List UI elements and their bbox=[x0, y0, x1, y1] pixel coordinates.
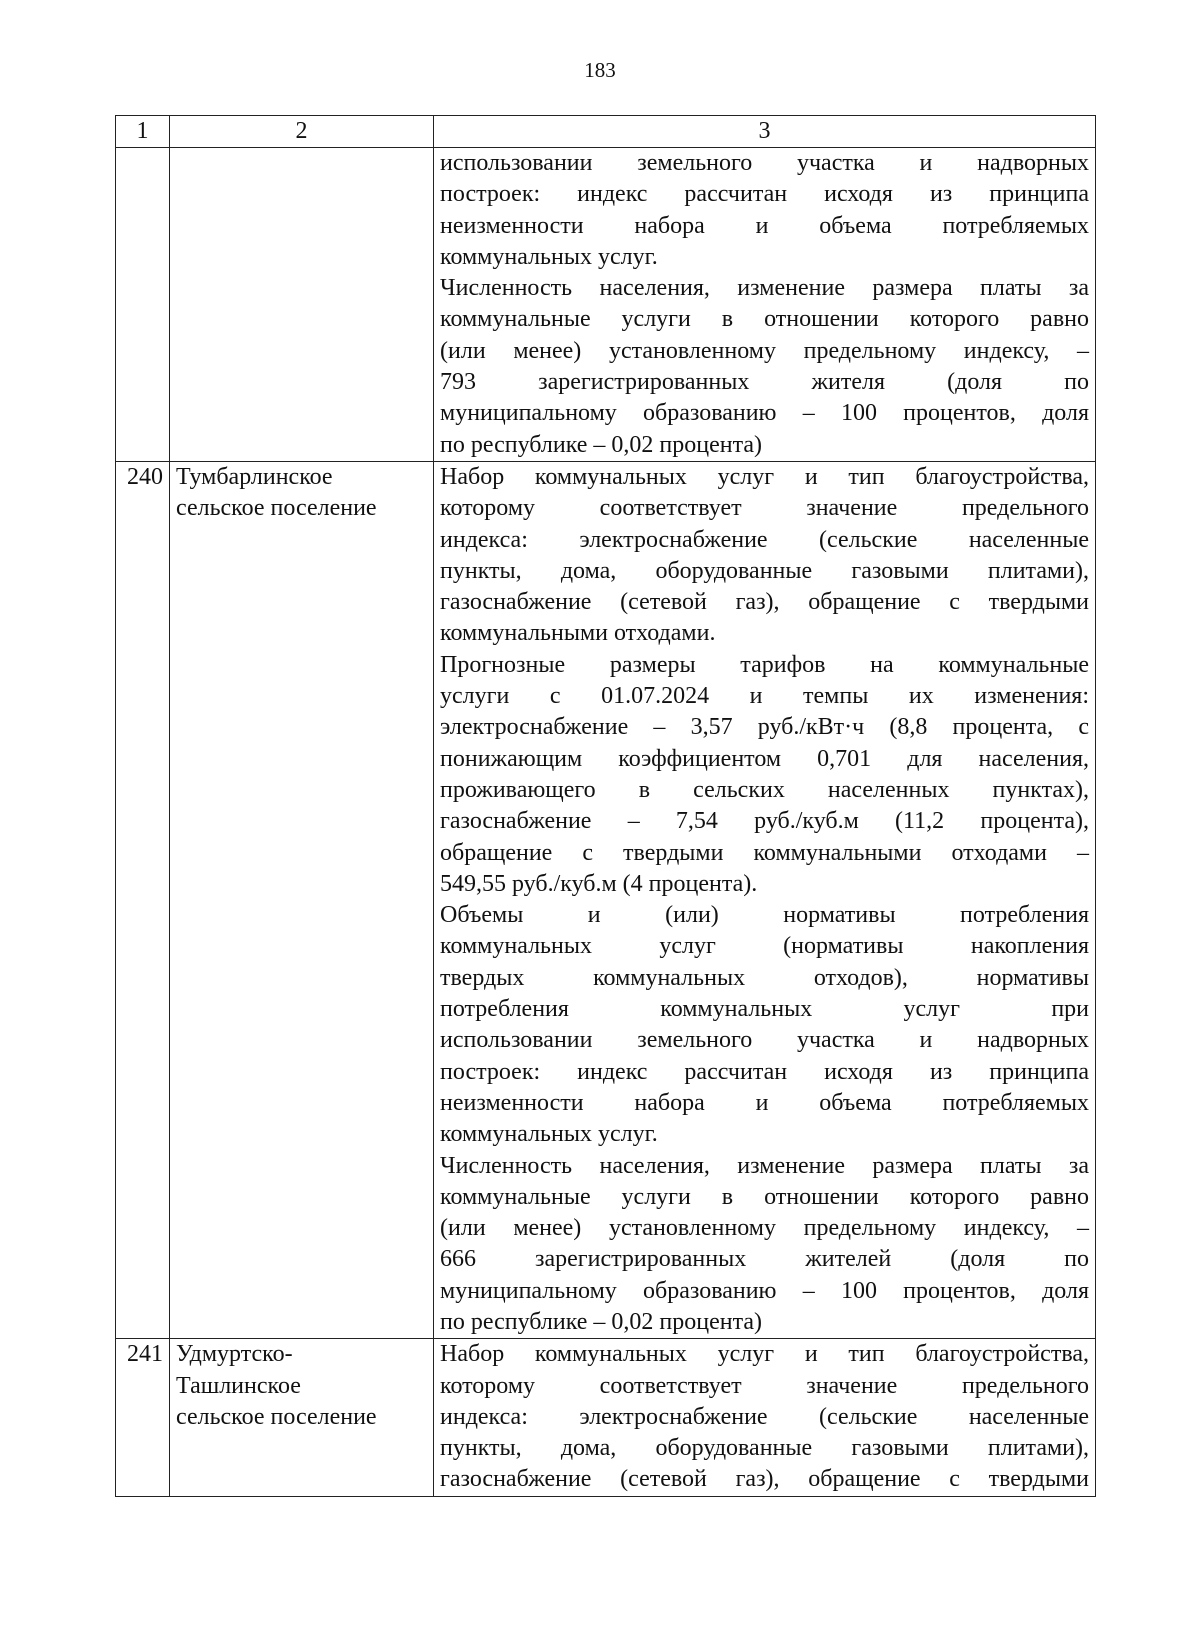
municipality-name bbox=[170, 148, 434, 462]
description-line: Набор коммунальных услуг и тип благоустройства, bbox=[440, 1341, 1089, 1368]
description-line: 666 зарегистрированных жителей (доля по bbox=[440, 1246, 1089, 1273]
header-cell-3: 3 bbox=[434, 116, 1096, 148]
description-line: Численность населения, изменение размера платы за bbox=[440, 1152, 1089, 1179]
description-line: по республике – 0,02 процента) bbox=[440, 1308, 763, 1335]
description-line: использовании земельного участка и надворных bbox=[440, 150, 1089, 176]
description-line: Прогнозные размеры тарифов на коммунальные bbox=[440, 651, 1089, 678]
tariff-table bbox=[115, 115, 1096, 1497]
description-line: муниципальному образованию – 100 процентов, доля bbox=[440, 1277, 1089, 1304]
index-description bbox=[434, 148, 1096, 462]
description-line: (или менее) установленному предельному индексу, – bbox=[440, 1215, 1089, 1242]
description-line: по республике – 0,02 процента) bbox=[440, 431, 763, 458]
description-line: построек: индекс рассчитан исходя из принципа bbox=[440, 1058, 1089, 1085]
municipality-name-line: сельское поселение bbox=[176, 1403, 377, 1430]
description-line: которому соответствует значение предельного bbox=[440, 495, 1089, 522]
description-line: коммунальные услуги в отношении которого равно bbox=[440, 1183, 1089, 1210]
description-line: понижающим коэффициентом 0,701 для населения, bbox=[440, 745, 1089, 772]
description-line: газоснабжение (сетевой газ), обращение с твердыми bbox=[440, 1466, 1089, 1493]
description-line: газоснабжение – 7,54 руб./куб.м (11,2 процента), bbox=[440, 808, 1089, 835]
description-line: муниципальному образованию – 100 процентов, доля bbox=[440, 400, 1089, 427]
municipality-name-line: Тумбарлинское bbox=[176, 463, 333, 490]
description-line: использовании земельного участка и надворных bbox=[440, 1027, 1089, 1054]
description-line: коммунальных услуг. bbox=[440, 243, 658, 270]
row-number: 241 bbox=[116, 1339, 170, 1496]
table-row bbox=[116, 1339, 1096, 1496]
description-line: 549,55 руб./куб.м (4 процента). bbox=[440, 870, 758, 897]
description-line: пункты, дома, оборудованные газовыми плитами), bbox=[440, 557, 1089, 584]
description-line: которому соответствует значение предельного bbox=[440, 1372, 1089, 1399]
page-number: 183 bbox=[584, 58, 616, 82]
description-line: неизменности набора и объема потребляемых bbox=[440, 1089, 1089, 1116]
municipality-name-line: Ташлинское bbox=[176, 1372, 301, 1399]
description-line: (или менее) установленному предельному индексу, – bbox=[440, 337, 1089, 364]
description-line: проживающего в сельских населенных пунктах), bbox=[440, 776, 1089, 803]
municipality-name bbox=[170, 1339, 434, 1496]
municipality-name-line: сельское поселение bbox=[176, 495, 377, 522]
description-line: коммунальные услуги в отношении которого равно bbox=[440, 306, 1089, 333]
description-line: индекса: электроснабжение (сельские населенные bbox=[440, 526, 1089, 553]
description-line: построек: индекс рассчитан исходя из принципа bbox=[440, 181, 1089, 208]
description-line: Набор коммунальных услуг и тип благоустройства, bbox=[440, 463, 1089, 490]
description-line: коммунальными отходами. bbox=[440, 620, 716, 647]
description-line: 793 зарегистрированных жителя (доля по bbox=[440, 369, 1089, 396]
row-number bbox=[116, 148, 170, 462]
header-cell-1: 1 bbox=[116, 116, 170, 148]
description-line: обращение с твердыми коммунальными отходами – bbox=[440, 839, 1089, 866]
municipality-name bbox=[170, 461, 434, 1338]
description-line: коммунальных услуг (нормативы накопления bbox=[440, 933, 1089, 960]
description-line: пункты, дома, оборудованные газовыми плитами), bbox=[440, 1435, 1089, 1462]
header-cell-2: 2 bbox=[170, 116, 434, 148]
description-line: Численность населения, изменение размера платы за bbox=[440, 275, 1089, 302]
description-line: услуги с 01.07.2024 и темпы их изменения: bbox=[440, 683, 1089, 710]
table-header-row bbox=[116, 116, 1096, 148]
description-line: газоснабжение (сетевой газ), обращение с твердыми bbox=[440, 589, 1089, 616]
table-row bbox=[116, 148, 1096, 462]
municipality-name-line: Удмуртско- bbox=[176, 1341, 293, 1368]
description-line: электроснабжение – 3,57 руб./кВт·ч (8,8 процента, с bbox=[440, 714, 1089, 741]
description-line: Объемы и (или) нормативы потребления bbox=[440, 902, 1089, 929]
description-line: твердых коммунальных отходов), нормативы bbox=[440, 964, 1089, 991]
description-line: неизменности набора и объема потребляемых bbox=[440, 212, 1089, 239]
description-line: коммунальных услуг. bbox=[440, 1121, 658, 1148]
index-description bbox=[434, 1339, 1096, 1496]
table-row bbox=[116, 461, 1096, 1338]
index-description bbox=[434, 461, 1096, 1338]
description-line: потребления коммунальных услуг при bbox=[440, 996, 1089, 1023]
row-number: 240 bbox=[116, 461, 170, 1338]
description-line: индекса: электроснабжение (сельские населенные bbox=[440, 1403, 1089, 1430]
